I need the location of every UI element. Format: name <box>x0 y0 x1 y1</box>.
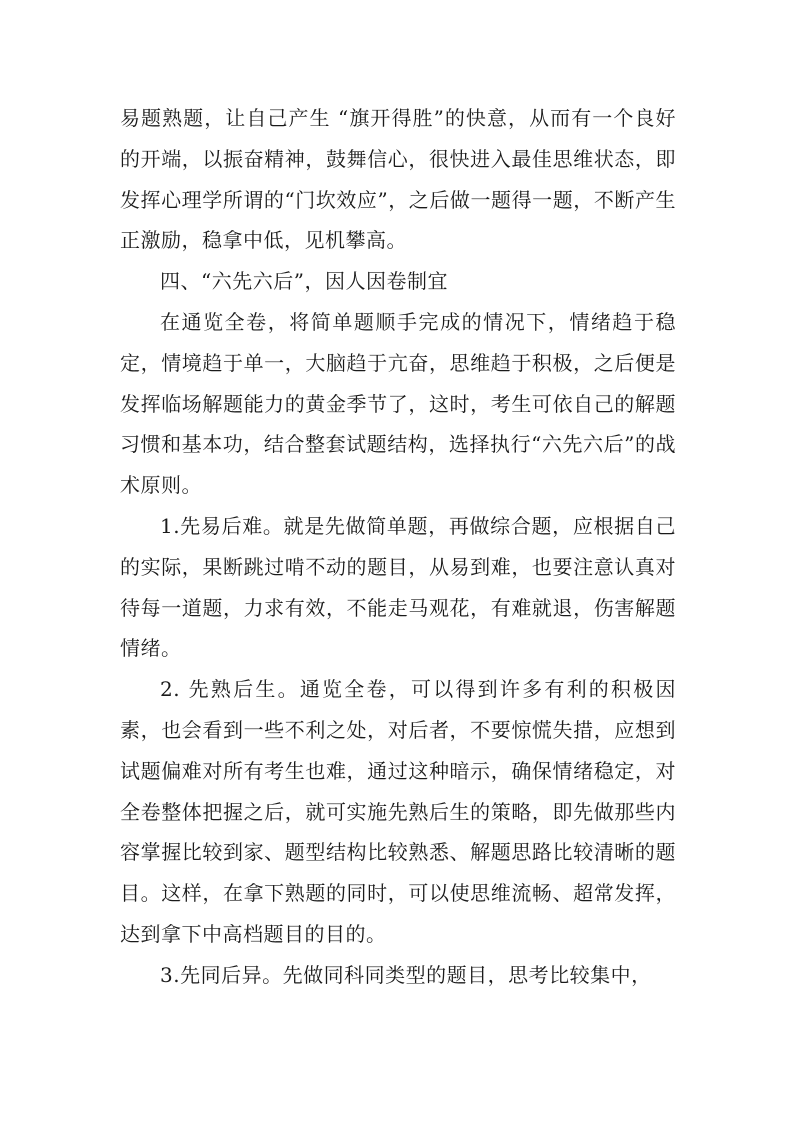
document-body <box>120 98 676 996</box>
paragraph-item-3-same-first: 3.先同后异。先做同科同类型的题目，思考比较集中， <box>160 962 652 987</box>
section-heading-six-first-six-later: 四、“六先六后”，因人因卷制宜 <box>160 269 448 294</box>
paragraph-intro: 在通览全卷，将简单题顺手完成的情况下，情绪趋于稳定，情境趋于单一，大脑趋于亢奋，思维趋于积极，之后便是发挥临场解题能力的黄金季节了，这时，考生可依自己的解题习惯和基本功，结合整套试题结构，选择执行“六先六后”的战术原则。 <box>120 309 676 498</box>
paragraph-item-2-familiar-first: 2. 先熟后生。通览全卷，可以得到许多有利的积极因素，也会看到一些不利之处，对后者，不要惊慌失措，应想到试题偏难对所有考生也难，通过这种暗示，确保情绪稳定，对全卷整体把握之后，就可实施先熟后生的策略，即先做那些内容掌握比较到家、题型结构比较熟悉、解题思路比较清晰的题目。这样，在拿下熟题的同时，可以使思维流畅、超常发挥，达到拿下中高档题目的目的。 <box>120 677 676 946</box>
paragraph-item-1-easy-first: 1.先易后难。就是先做简单题，再做综合题，应根据自己的实际，果断跳过啃不动的题目，从易到难，也要注意认真对待每一道题，力求有效，不能走马观花，有难就退，伤害解题情绪。 <box>120 513 676 661</box>
paragraph-continuation: 易题熟题，让自己产生 “旗开得胜”的快意，从而有一个良好的开端，以振奋精神，鼓舞信心，很快进入最佳思维状态，即发挥心理学所谓的“门坎效应”，之后做一题得一题，不断产生正激励，稳拿中低，见机攀高。 <box>120 106 676 253</box>
